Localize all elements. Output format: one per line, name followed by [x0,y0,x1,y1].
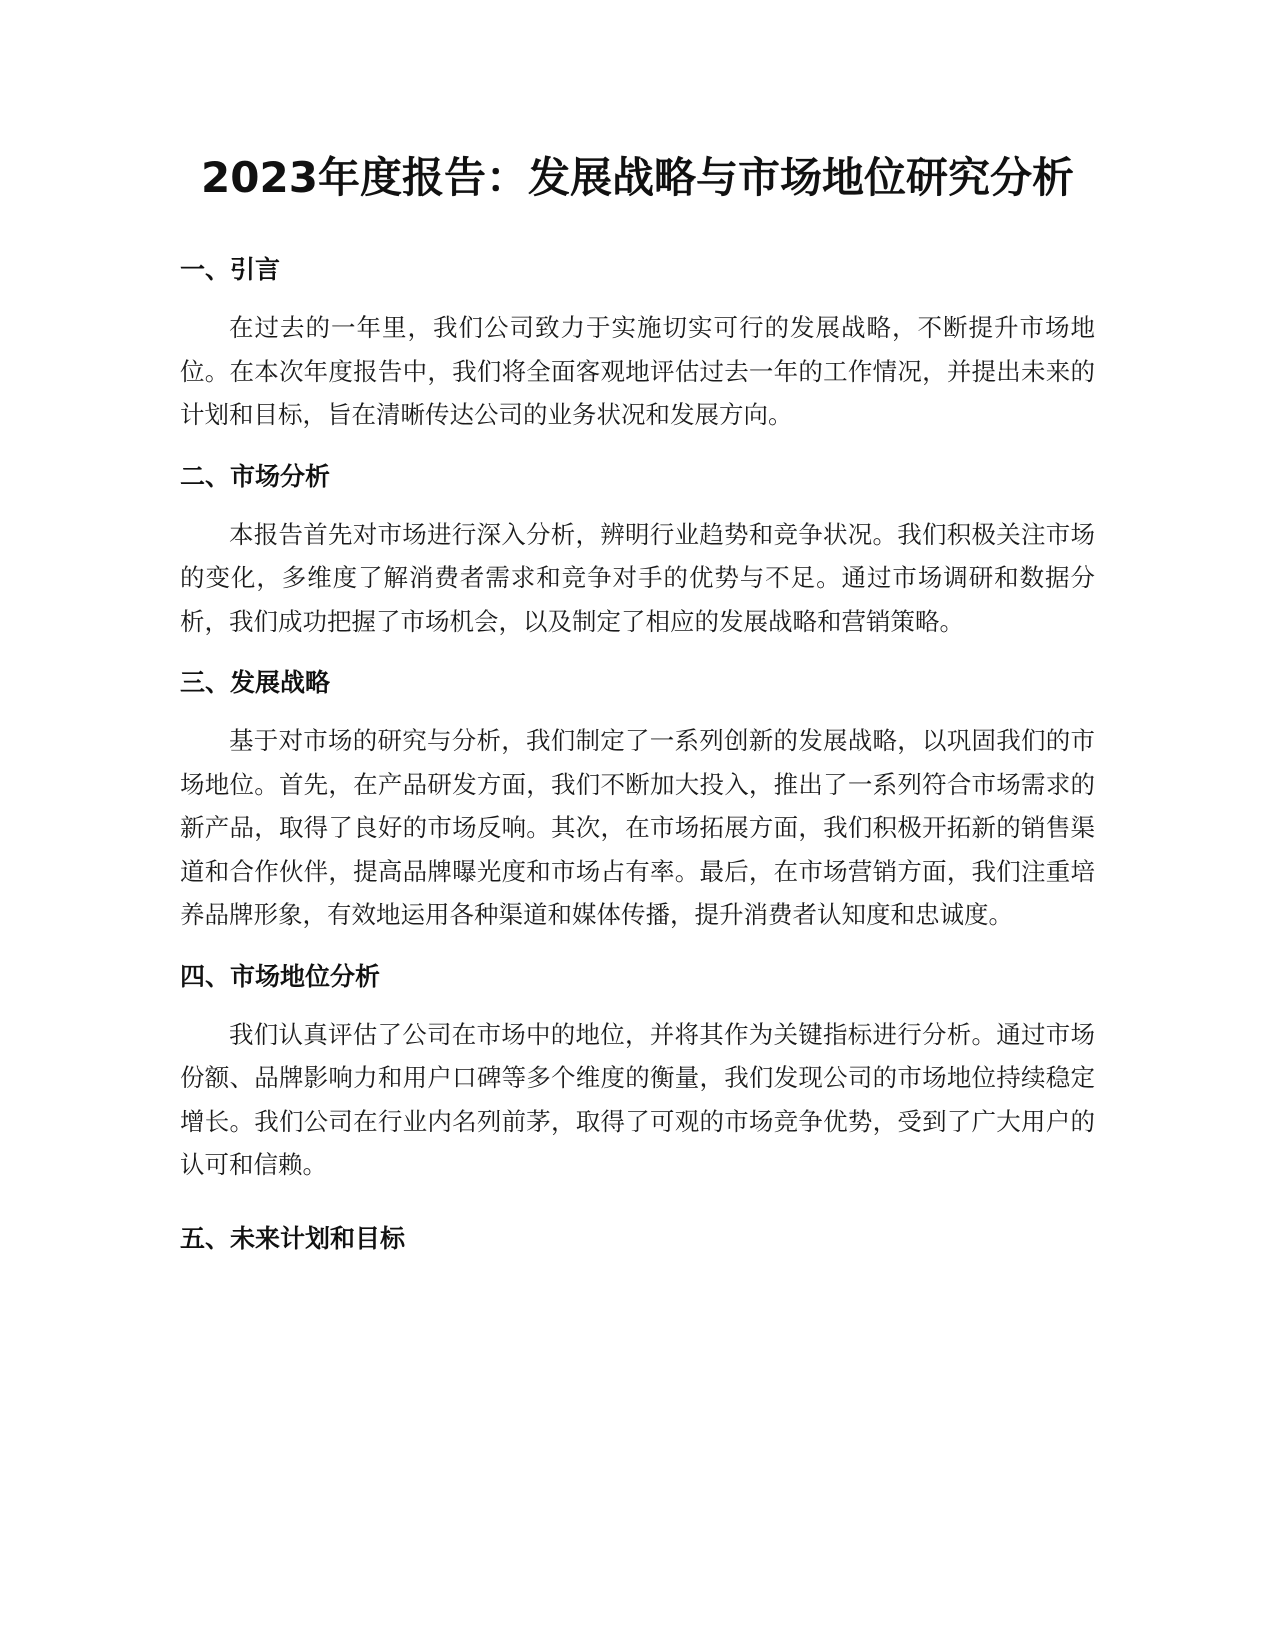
document-page [180,140,1095,1259]
section-market-analysis [180,457,1095,644]
document-title: 2023年度报告：发展战略与市场地位研究分析 [201,153,1074,202]
section-heading: 五、未来计划和目标 [180,1223,406,1253]
section-paragraph: 基于对市场的研究与分析，我们制定了一系列创新的发展战略，以巩固我们的市场地位。首先，在产品研发方面，我们不断加大投入，推出了一系列符合市场需求的新产品，取得了良好的市场反响。其次，在市场拓展方面，我们积极开拓新的销售渠道和合作伙伴，提高品牌曝光度和市场占有率。最后，在市场营销方面，我们注重培养品牌形象，有效地运用各种渠道和媒体传播，提升消费者认知度和忠诚度。 [180,726,1095,929]
section-paragraph: 本报告首先对市场进行深入分析，辨明行业趋势和竞争状况。我们积极关注市场的变化，多维度了解消费者需求和竞争对手的优势与不足。通过市场调研和数据分析，我们成功把握了市场机会，以及制定了相应的发展战略和营销策略。 [180,519,1095,636]
section-future-plans [180,1219,1095,1259]
section-heading: 三、发展战略 [180,668,331,697]
section-market-position-analysis [180,957,1095,1187]
section-heading: 一、引言 [180,255,281,284]
section-paragraph: 在过去的一年里，我们公司致力于实施切实可行的发展战略，不断提升市场地位。在本次年度报告中，我们将全面客观地评估过去一年的工作情况，并提出未来的计划和目标，旨在清晰传达公司的业务状况和发展方向。 [180,313,1095,429]
section-heading: 二、市场分析 [180,461,331,491]
section-development-strategy [180,663,1095,937]
section-heading: 四、市场地位分析 [180,961,381,991]
section-paragraph: 我们认真评估了公司在市场中的地位，并将其作为关键指标进行分析。通过市场份额、品牌影响力和用户口碑等多个维度的衡量，我们发现公司的市场地位持续稳定增长。我们公司在行业内名列前茅，取得了可观的市场竞争优势，受到了广大用户的认可和信赖。 [180,1019,1095,1179]
section-introduction [180,250,1095,437]
